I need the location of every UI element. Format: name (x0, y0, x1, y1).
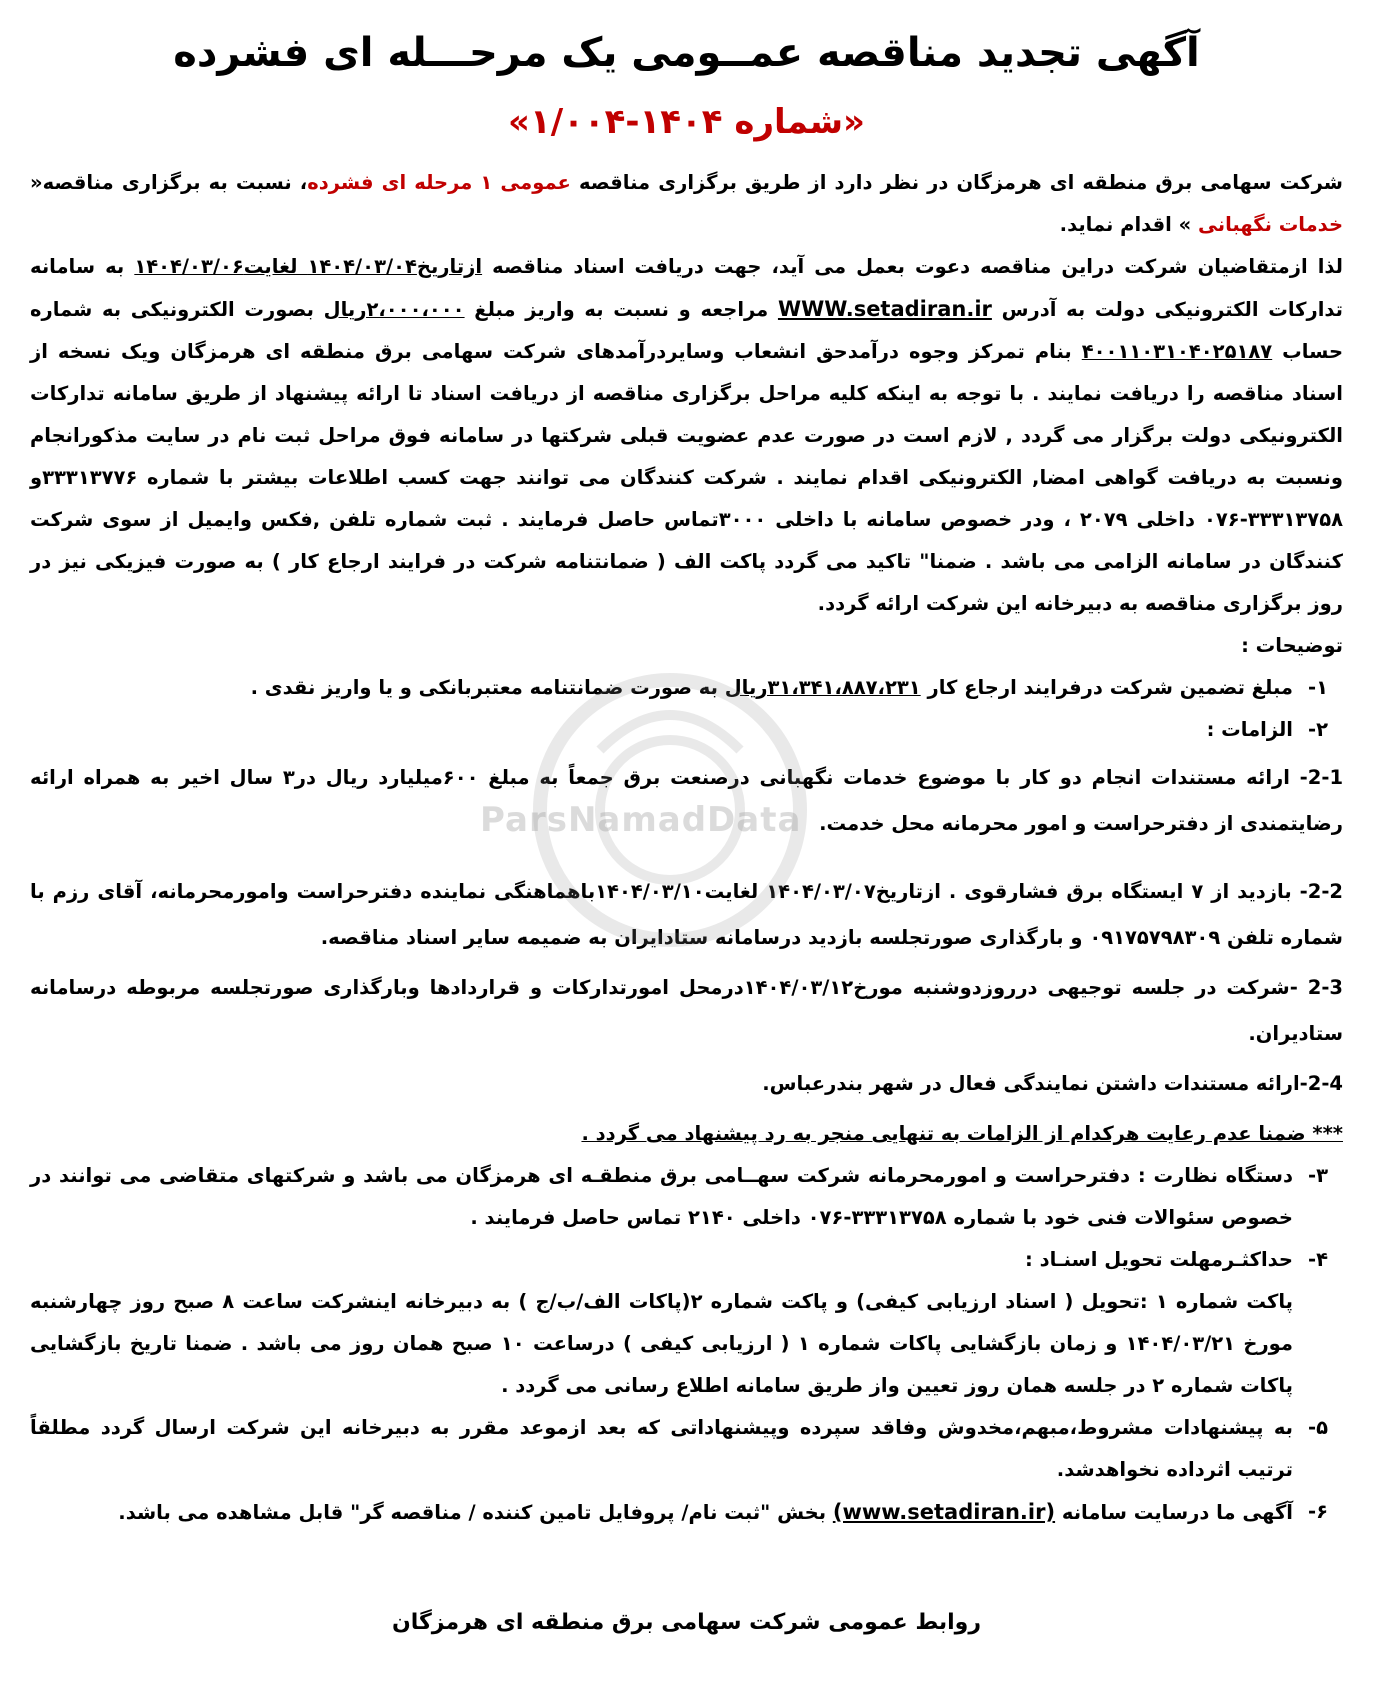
item-2: ۲- الزامات : (1206, 718, 1328, 741)
website-link[interactable]: WWW.setadiran.ir (777, 297, 992, 321)
notice-number: «شماره ۱۴۰۴-۱/۰۰۴» (508, 102, 865, 142)
requirement-2-2: 2-2- بازدید از ۷ ایستگاه برق فشارقوی . ازتاریخ۱۴۰۴/۰۳/۰۷ لغایت۱۴۰۴/۰۳/۱۰باهماهنگی نماینده دفترحراست وامورمحرمانه، آقای رزم با شماره تلفن ۰۹۱۷۵۷۹۸۳۰۹ و بارگذاری صورتجلسه بازدید درسامانه ستادایران به ضمیمه سایر اسناد مناقصه. (30, 880, 1343, 949)
website-link-2[interactable]: (www.setadiran.ir) (832, 1500, 1056, 1524)
guarantee-amount: ۳۱،۳۴۱،۸۸۷،۲۳۱ریال (724, 676, 921, 699)
item-6: ۶- آگهی ما درسایت سامانه (www.setadiran.ir) بخش "ثبت نام/ پروفایل تامین کننده / مناقصه گر" قابل مشاهده می باشد. (118, 1500, 1328, 1524)
document-fee: ۲،۰۰۰،۰۰۰ریال (323, 298, 465, 321)
account-number: ۴۰۰۱۱۰۳۱۰۴۰۲۵۱۸۷ (1081, 340, 1273, 363)
document-date-range: ازتاریخ۱۴۰۴/۰۳/۰۴ لغایت۱۴۰۴/۰۳/۰۶ (134, 255, 483, 278)
watermark-text: ParsNamadData (480, 800, 802, 840)
item-1: ۱- مبلغ تضمین شرکت درفرایند ارجاع کار ۳۱،۳۴۱،۸۸۷،۲۳۱ریال به صورت ضمانتنامه معتبربانکی و یا واریز نقدی . (250, 676, 1328, 699)
notes-label: توضیحات : (1241, 634, 1343, 657)
intro-paragraph: شرکت سهامی برق منطقه ای هرمزگان در نظر دارد از طریق برگزاری مناقصه عمومی ۱ مرحله ای فشرده، نسبت به برگزاری مناقصه« خدمات نگهبانی » اقدام نماید. (30, 171, 1343, 236)
footer-signature: روابط عمومی شرکت سهامی برق منطقه ای هرمزگان (391, 1610, 982, 1635)
requirement-2-3: 2-3 -شرکت در جلسه توجیهی درروزدوشنبه مورخ۱۴۰۴/۰۳/۱۲درمحل امورتدارکات و قراردادها وبارگذاری صورتجلسه مربوطه درسامانه ستادیران. (30, 976, 1343, 1045)
tender-type: عمومی ۱ مرحله ای فشرده (307, 171, 571, 194)
service-name: خدمات نگهبانی (1198, 213, 1343, 236)
requirement-2-1: 2-1- ارائه مستندات انجام دو کار با موضوع خدمات نگهبانی درصنعت برق جمعاً به مبلغ ۶۰۰میلیارد ریال در۳ سال اخیر به همراه ارائه رضایتمندی از دفترحراست و امور محرمانه محل خدمت. (30, 766, 1344, 835)
notice-page (30, 18, 1343, 1534)
item-5: ۵- به پیشنهادات مشروط،مبهم،مخدوش وفاقد سپرده وپیشنهاداتی که بعد ازموعد مقرر به دبیرخانه این شرکت ارسال گردد مطلقاً ترتیب اثرداده نخواهدشد. (30, 1416, 1328, 1481)
notice-title: آگهی تجدید مناقصه عمــومی یک مرحـــله ای فشرده (173, 30, 1200, 76)
item-3: ۳- دستگاه نظارت : دفترحراست و امورمحرمانه شرکت سهــامی برق منطقـه ای هرمزگان می باشد و شرکتهای متقاضی می توانند در خصوص سئوالات فنی خود با شماره ۳۳۳۱۳۷۵۸-۰۷۶ داخلی ۲۱۴۰ تماس حاصل فرمایند . (30, 1164, 1328, 1229)
body-paragraph: لذا ازمتقاضیان شرکت دراین مناقصه دعوت بعمل می آید، جهت دریافت اسناد مناقصه ازتاریخ۱۴۰۴/۰۳/۰۴ لغایت۱۴۰۴/۰۳/۰۶ به سامانه تدارکات الکترونیکی دولت به آدرس WWW.setadiran.ir مراجعه و نسبت به واریز مبلغ ۲،۰۰۰،۰۰۰ریال بصورت الکترونیکی به شماره حساب ۴۰۰۱۱۰۳۱۰۴۰۲۵۱۸۷ بنام تمرکز وجوه درآمدحق انشعاب وسایردرآمدهای شرکت سهامی برق منطقه ای هرمزگان ویک نسخه از اسناد مناقصه را دریافت نمایند . با توجه به اینکه کلیه مراحل برگزاری مناقصه از دریافت اسناد تا ارائه پیشنهاد از طریق سامانه تدارکات الکترونیکی دولت برگزار می گردد , لازم است در صورت عدم عضویت قبلی شرکتها در سامانه فوق مراحل ثبت نام در سایت مذکورانجام ونسبت به دریافت گواهی امضا, الکترونیکی اقدام نمایند . شرکت کنندگان می توانند جهت کسب اطلاعات بیشتر با شماره ۳۳۳۱۳۷۷۶و ۳۳۳۱۳۷۵۸-۰۷۶ داخلی ۲۰۷۹ ، ودر خصوص سامانه با داخلی ۳۰۰۰تماس حاصل فرمایند . ثبت شماره تلفن ,فکس وایمیل از سوی شرکت کنندگان در سامانه الزامی می باشد . ضمنا" تاکید می گردد پاکت الف ( ضمانتنامه شرکت در فرایند ارجاع کار ) به صورت فیزیکی نیز در روز برگزاری مناقصه به دبیرخانه این شرکت ارائه گردد. (30, 255, 1343, 615)
requirement-2-4: 2-4-ارائه مستندات داشتن نمایندگی فعال در شهر بندرعباس. (762, 1072, 1343, 1095)
item-4: ۴- حداکثـرمهلت تحویل اسنـاد : (1025, 1248, 1328, 1271)
item-4-details: پاکت شماره ۱ :تحویل ( اسناد ارزیابی کیفی) و پاکت شماره ۲(پاکات الف/ب/ج ) به دبیرخانه اینشرکت ساعت ۸ صبح روز چهارشنبه مورخ ۱۴۰۴/۰۳/۲۱ و زمان بازگشایی پاکات شماره ۱ ( ارزیابی کیفی ) درساعت ۱۰ صبح همان روز می باشد . ضمنا تاریخ بازگشایی پاکات شماره ۲ در جلسه همان روز تعیین واز طریق سامانه اطلاع رسانی می گردد . (30, 1290, 1293, 1397)
warning-note: *** ضمنا عدم رعایت هرکدام از الزامات به تنهایی منجر به رد پیشنهاد می گردد . (581, 1122, 1343, 1145)
